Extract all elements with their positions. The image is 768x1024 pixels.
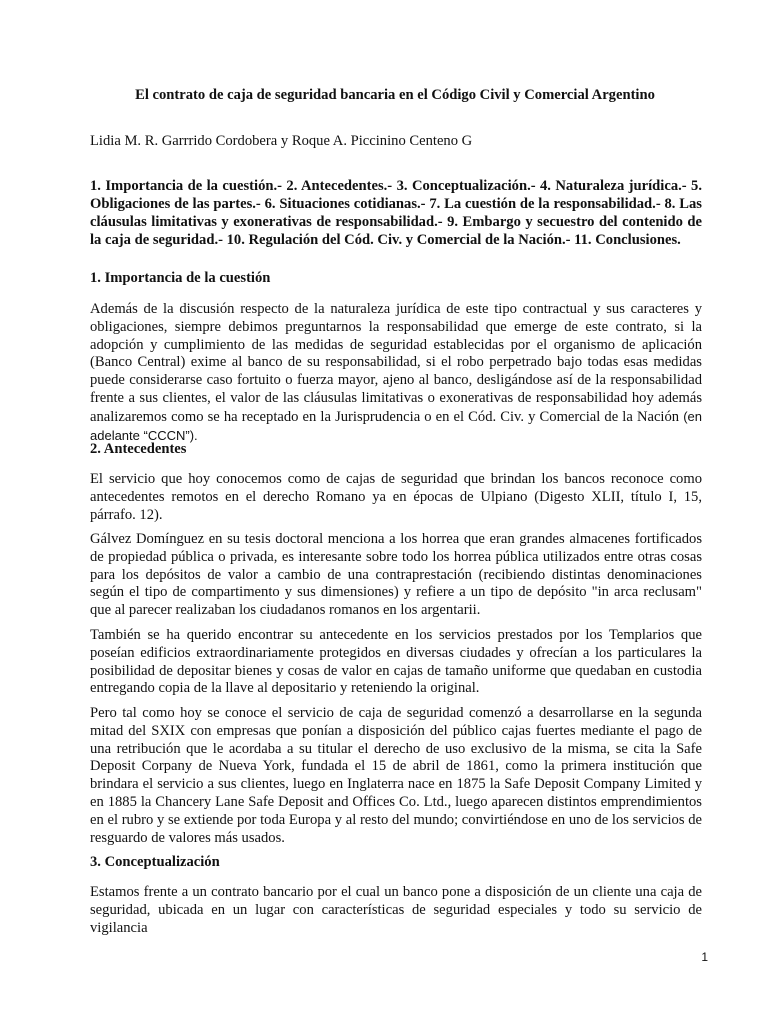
- document-title: El contrato de caja de seguridad bancaria en el Código Civil y Comercial Argentino: [135, 87, 655, 103]
- table-of-contents-summary: 1. Importancia de la cuestión.- 2. Antecedentes.- 3. Conceptualización.- 4. Naturaleza jurídica.- 5. Obligaciones de las partes.- 6. Situaciones cotidianas.- 7. La cuestión de la responsabilidad.- 8. Las cláusulas limitativas y exonerativas de responsabilidad.- 9. Embargo y secuestro del contenido de la caja de seguridad.- 10. Regulación del Cód. Civ. y Comercial de la Nación.- 11. Conclusiones.: [90, 178, 702, 248]
- section-heading-conceptualizacion: 3. Conceptualización: [90, 854, 220, 870]
- paragraph-importancia: [90, 301, 702, 445]
- paragraph-importancia-text: Además de la discusión respecto de la naturaleza jurídica de este tipo contractual y sus caracteres y obligaciones, siempre debimos preguntarnos la responsabilidad que emerge de este contrato, si la adopción y cumplimiento de las medidas de seguridad establecidas por el organismo de aplicación (Banco Central) exime al banco de su responsabilidad, si el robo perpetrado bajo todas esas medidas puede considerarse caso fortuito o fuerza mayor, ajeno al banco, desligándose así de la responsabilidad frente a sus clientes, el valor de las cláusulas limitativas o exonerativas de responsabilidad hoy además analizaremos como se ha receptado en la Jurisprudencia o en el Cód. Civ. y Comercial de la Nación: [90, 301, 702, 425]
- paragraph-antecedentes-2: Gálvez Domínguez en su tesis doctoral menciona a los horrea que eran grandes almacenes fortificados de propiedad pública o privada, es interesante sobre todo los horrea pública utilizados entre otras cosas para los depósitos de valor a cambio de una contraprestación (recibiendo distintas denominaciones según el tipo de compartimento y sus dimensiones) y refiere a un tipo de depósito "in arca reclusam" que al parecer realizaban los ciudadanos romanos en los argentarii.: [90, 531, 702, 619]
- paragraph-antecedentes-4: Pero tal como hoy se conoce el servicio de caja de seguridad comenzó a desarrollarse en la segunda mitad del SXIX con empresas que ponían a disposición del público cajas fuertes mediante el pago de una retribución que le acordaba a su titular el derecho de uso exclusivo de la misma, se cita la Safe Deposit Corpany de Nueva York, fundada el 15 de abril de 1861, como la primera institución que brindara el servicio a sus clientes, luego en Inglaterra nace en 1875 la Safe Deposit Company Limited y en 1885 la Chancery Lane Safe Deposit and Offices Co. Ltd., luego aparecen distintos emprendimientos en el rubro y se extiende por toda Europa y al resto del mundo; convirtiéndose en uno de los servicios de resguardo de valores más usados.: [90, 705, 702, 846]
- paragraph-antecedentes-3: También se ha querido encontrar su antecedente en los servicios prestados por los Templarios que poseían edificios extraordinariamente protegidos en diversas ciudades y ofrecían a los particulares la posibilidad de depositar bienes y cosas de valor en cajas de tamaño uniforme que quedaban en custodia entregando copia de la llave al depositario y reteniendo la original.: [90, 627, 702, 697]
- page-number: 1: [701, 950, 708, 964]
- section-heading-antecedentes: 2. Antecedentes: [90, 441, 187, 457]
- paragraph-importancia-note: (en adelante “CCCN”).: [90, 408, 702, 443]
- paragraph-antecedentes-1: El servicio que hoy conocemos como de cajas de seguridad que brindan los bancos reconoce como antecedentes remotos en el derecho Romano ya en épocas de Ulpiano (Digesto XLII, título I, 15, párrafo. 12).: [90, 471, 702, 523]
- paragraph-conceptualizacion-1: Estamos frente a un contrato bancario por el cual un banco pone a disposición de un cliente una caja de seguridad, ubicada en un lugar con características de seguridad especiales y todo su servicio de vigilancia: [90, 884, 702, 936]
- section-heading-importancia: 1. Importancia de la cuestión: [90, 270, 271, 286]
- document-authors: Lidia M. R. Garrrido Cordobera y Roque A. Piccinino Centeno G: [90, 133, 473, 149]
